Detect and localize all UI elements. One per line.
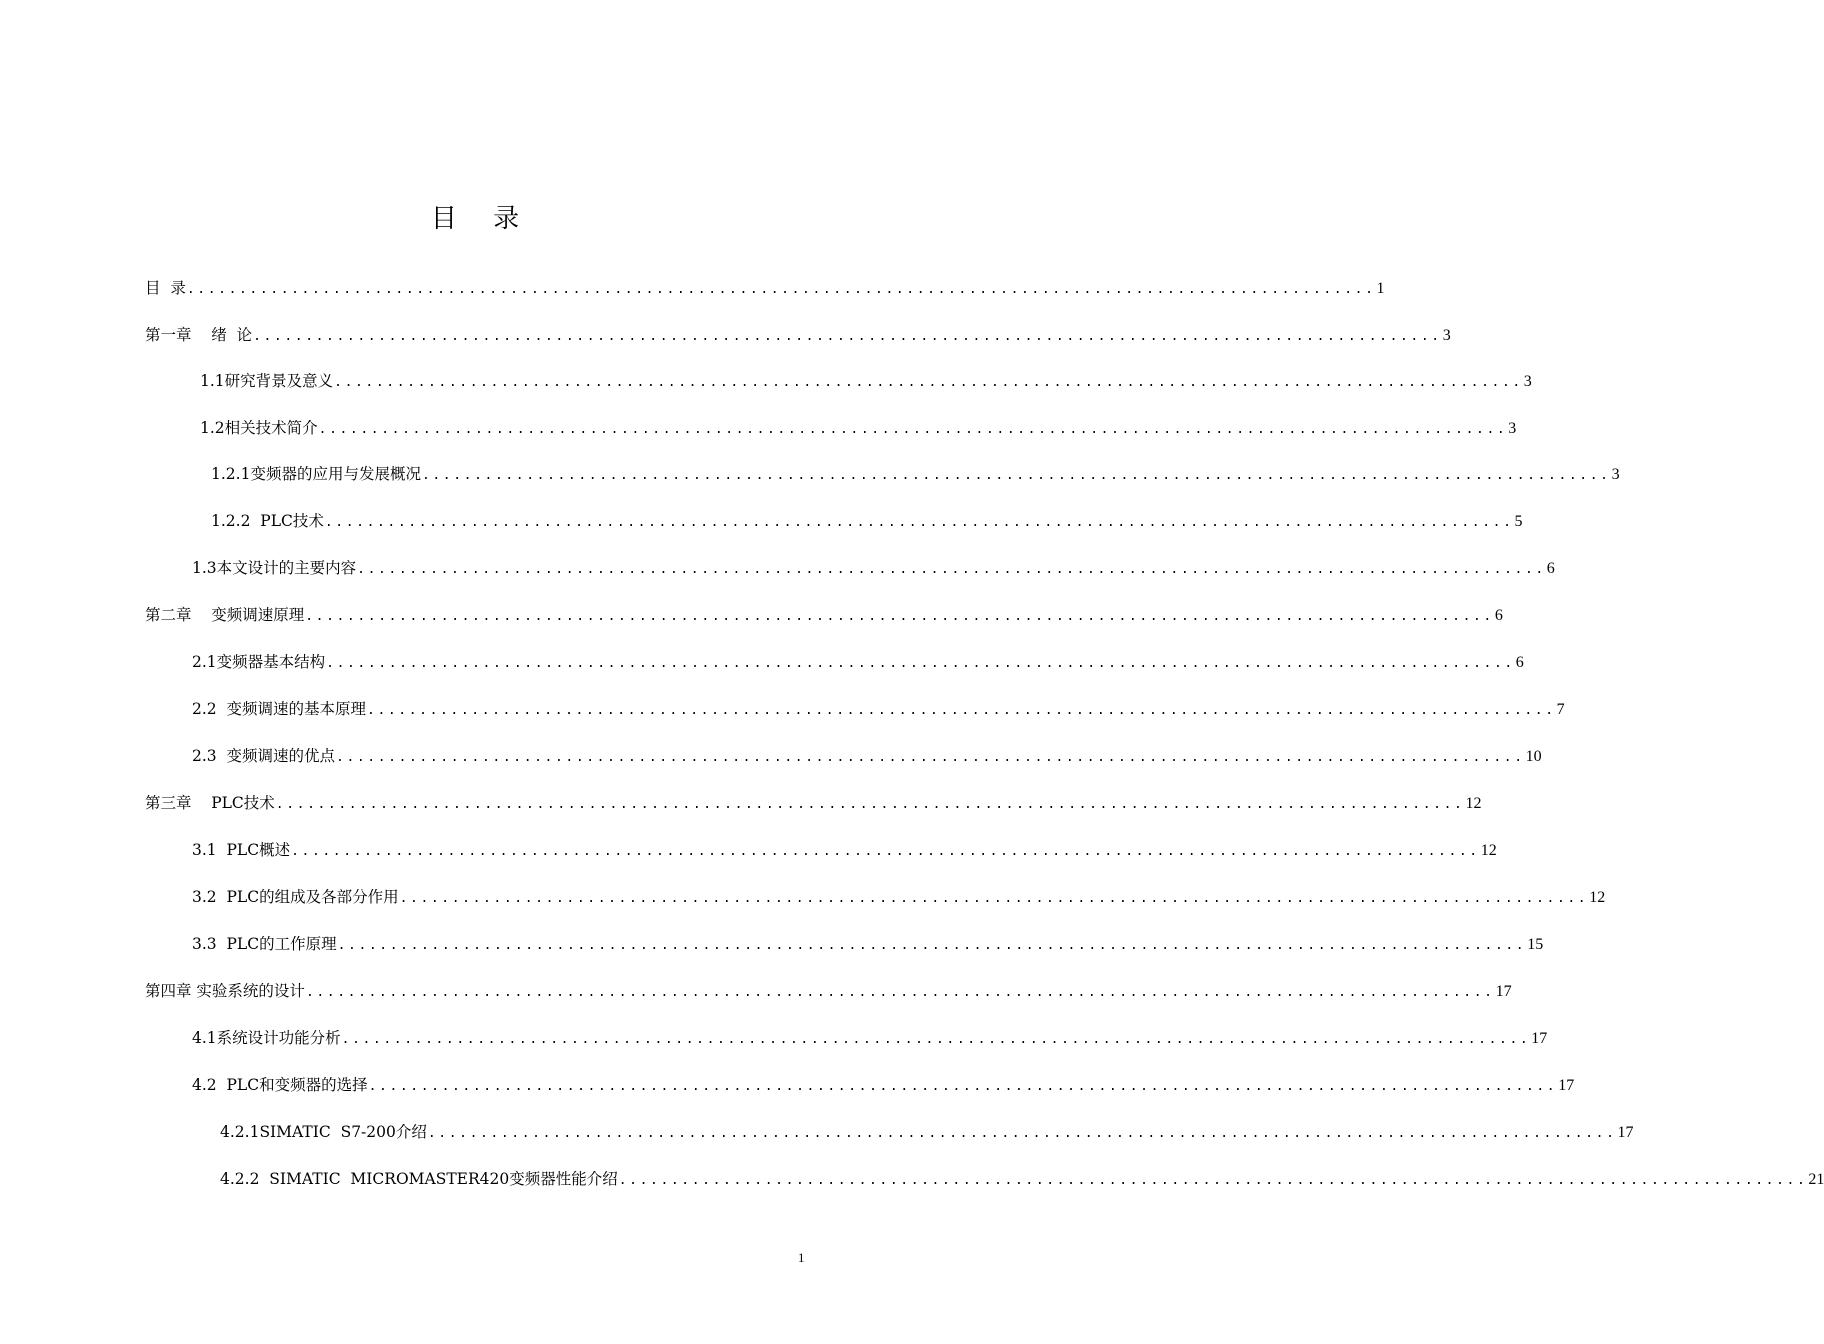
- toc-entry-page: 17: [1617, 1124, 1634, 1141]
- page-title: 目 录: [430, 204, 534, 234]
- toc-entry[interactable]: [211, 463, 1620, 485]
- toc-entry[interactable]: [192, 933, 1544, 955]
- toc-entry-label: 2.3 变频调速的优点: [192, 747, 336, 765]
- toc-entry-page: 5: [1514, 513, 1523, 530]
- toc-dot-leader: ..................................................................................................................: [334, 375, 1523, 390]
- toc-dot-leader: ..................................................................................................................: [341, 1032, 1531, 1047]
- toc-dot-leader: ..................................................................................................................: [618, 1173, 1808, 1188]
- toc-entry[interactable]: [192, 651, 1524, 673]
- toc-entry-page: 12: [1589, 889, 1606, 906]
- toc-entry[interactable]: [192, 839, 1497, 861]
- toc-entry-label: 1.3本文设计的主要内容: [192, 559, 357, 577]
- toc-entry-page: 10: [1525, 748, 1542, 765]
- toc-entry-label: 2.1变频器基本结构: [192, 653, 326, 671]
- toc-entry-page: 12: [1480, 842, 1497, 859]
- toc-entry-label: 3.3 PLC的工作原理: [192, 935, 337, 953]
- toc-dot-leader: ..................................................................................................................: [337, 938, 1527, 953]
- toc-dot-leader: ..................................................................................................................: [253, 329, 1442, 344]
- toc-entry-label: 4.2 PLC和变频器的选择: [192, 1076, 368, 1094]
- toc-entry-label: 1.1研究背景及意义: [200, 372, 334, 390]
- toc-entry-label: 3.2 PLC的组成及各部分作用: [192, 888, 399, 906]
- toc-entry[interactable]: [145, 277, 1385, 299]
- toc-entry-page: 17: [1495, 983, 1512, 1000]
- toc-entry[interactable]: [192, 1074, 1575, 1096]
- toc-entry-label: 1.2.2 PLC技术: [211, 512, 324, 530]
- toc-dot-leader: ..................................................................................................................: [367, 703, 1556, 718]
- toc-dot-leader: ..................................................................................................................: [336, 750, 1525, 765]
- toc-entry-page: 21: [1808, 1171, 1824, 1188]
- toc-entry-label: 目 录: [145, 279, 186, 297]
- toc-entry-label: 第四章 实验系统的设计: [145, 982, 305, 1000]
- toc-dot-leader: ..................................................................................................................: [427, 1126, 1617, 1141]
- toc-entry-page: 17: [1531, 1030, 1548, 1047]
- toc-entry-label: 4.2.1SIMATIC S7-200介绍: [220, 1123, 427, 1141]
- page-number: 1: [798, 1250, 805, 1265]
- toc-dot-leader: ..................................................................................................................: [324, 515, 1514, 530]
- toc-entry[interactable]: [145, 792, 1482, 814]
- toc-entry-page: 6: [1515, 654, 1524, 671]
- toc-entry-label: 3.1 PLC概述: [192, 841, 291, 859]
- toc-dot-leader: ..................................................................................................................: [421, 468, 1611, 483]
- toc-entry-page: 6: [1494, 607, 1503, 624]
- toc-entry[interactable]: [192, 745, 1542, 767]
- toc-entry[interactable]: [192, 698, 1565, 720]
- toc-entry-page: 6: [1546, 560, 1555, 577]
- toc-entry-label: 第一章 绪 论: [145, 326, 253, 344]
- toc-entry[interactable]: [200, 417, 1517, 439]
- toc-entry-page: 3: [1508, 420, 1517, 437]
- toc-entry[interactable]: [192, 886, 1606, 908]
- toc-entry-page: 3: [1611, 466, 1620, 483]
- toc-dot-leader: ..................................................................................................................: [326, 656, 1515, 671]
- toc-entry-page: 7: [1556, 701, 1565, 718]
- toc-entry[interactable]: [211, 510, 1523, 532]
- toc-entry-label: 4.1系统设计功能分析: [192, 1029, 341, 1047]
- toc-entry-label: 第三章 PLC技术: [145, 794, 275, 812]
- toc-dot-leader: ..................................................................................................................: [318, 422, 1508, 437]
- toc-dot-leader: ..................................................................................................................: [305, 985, 1495, 1000]
- toc-entry-label: 1.2.1变频器的应用与发展概况: [211, 465, 421, 483]
- toc-dot-leader: ..................................................................................................................: [291, 844, 1480, 859]
- toc-dot-leader: ..................................................................................................................: [368, 1079, 1558, 1094]
- toc-entry-page: 12: [1465, 795, 1482, 812]
- toc-entry-page: 3: [1523, 373, 1532, 390]
- toc-entry[interactable]: [192, 557, 1555, 579]
- toc-entry[interactable]: [145, 980, 1512, 1002]
- toc-entry[interactable]: [145, 604, 1503, 626]
- toc-entry-page: 15: [1527, 936, 1544, 953]
- toc-dot-leader: ..................................................................................................................: [186, 282, 1376, 297]
- toc-entry[interactable]: [145, 324, 1451, 346]
- toc-entry[interactable]: [220, 1121, 1634, 1143]
- toc-entry[interactable]: [200, 370, 1532, 392]
- toc-entry-page: 1: [1376, 280, 1385, 297]
- toc-entry-page: 17: [1558, 1077, 1575, 1094]
- toc-entry-page: 3: [1442, 327, 1451, 344]
- toc-entry[interactable]: [192, 1027, 1548, 1049]
- toc-entry-label: 第二章 变频调速原理: [145, 606, 305, 624]
- toc-dot-leader: ..................................................................................................................: [275, 797, 1465, 812]
- toc-entry-label: 1.2相关技术简介: [200, 419, 318, 437]
- toc-dot-leader: ..................................................................................................................: [357, 562, 1546, 577]
- toc-entry-label: 4.2.2 SIMATIC MICROMASTER420变频器性能介绍: [220, 1170, 618, 1188]
- toc-dot-leader: ..................................................................................................................: [399, 891, 1589, 906]
- toc-entry[interactable]: [220, 1168, 1824, 1190]
- toc-dot-leader: ..................................................................................................................: [305, 609, 1494, 624]
- toc-entry-label: 2.2 变频调速的基本原理: [192, 700, 367, 718]
